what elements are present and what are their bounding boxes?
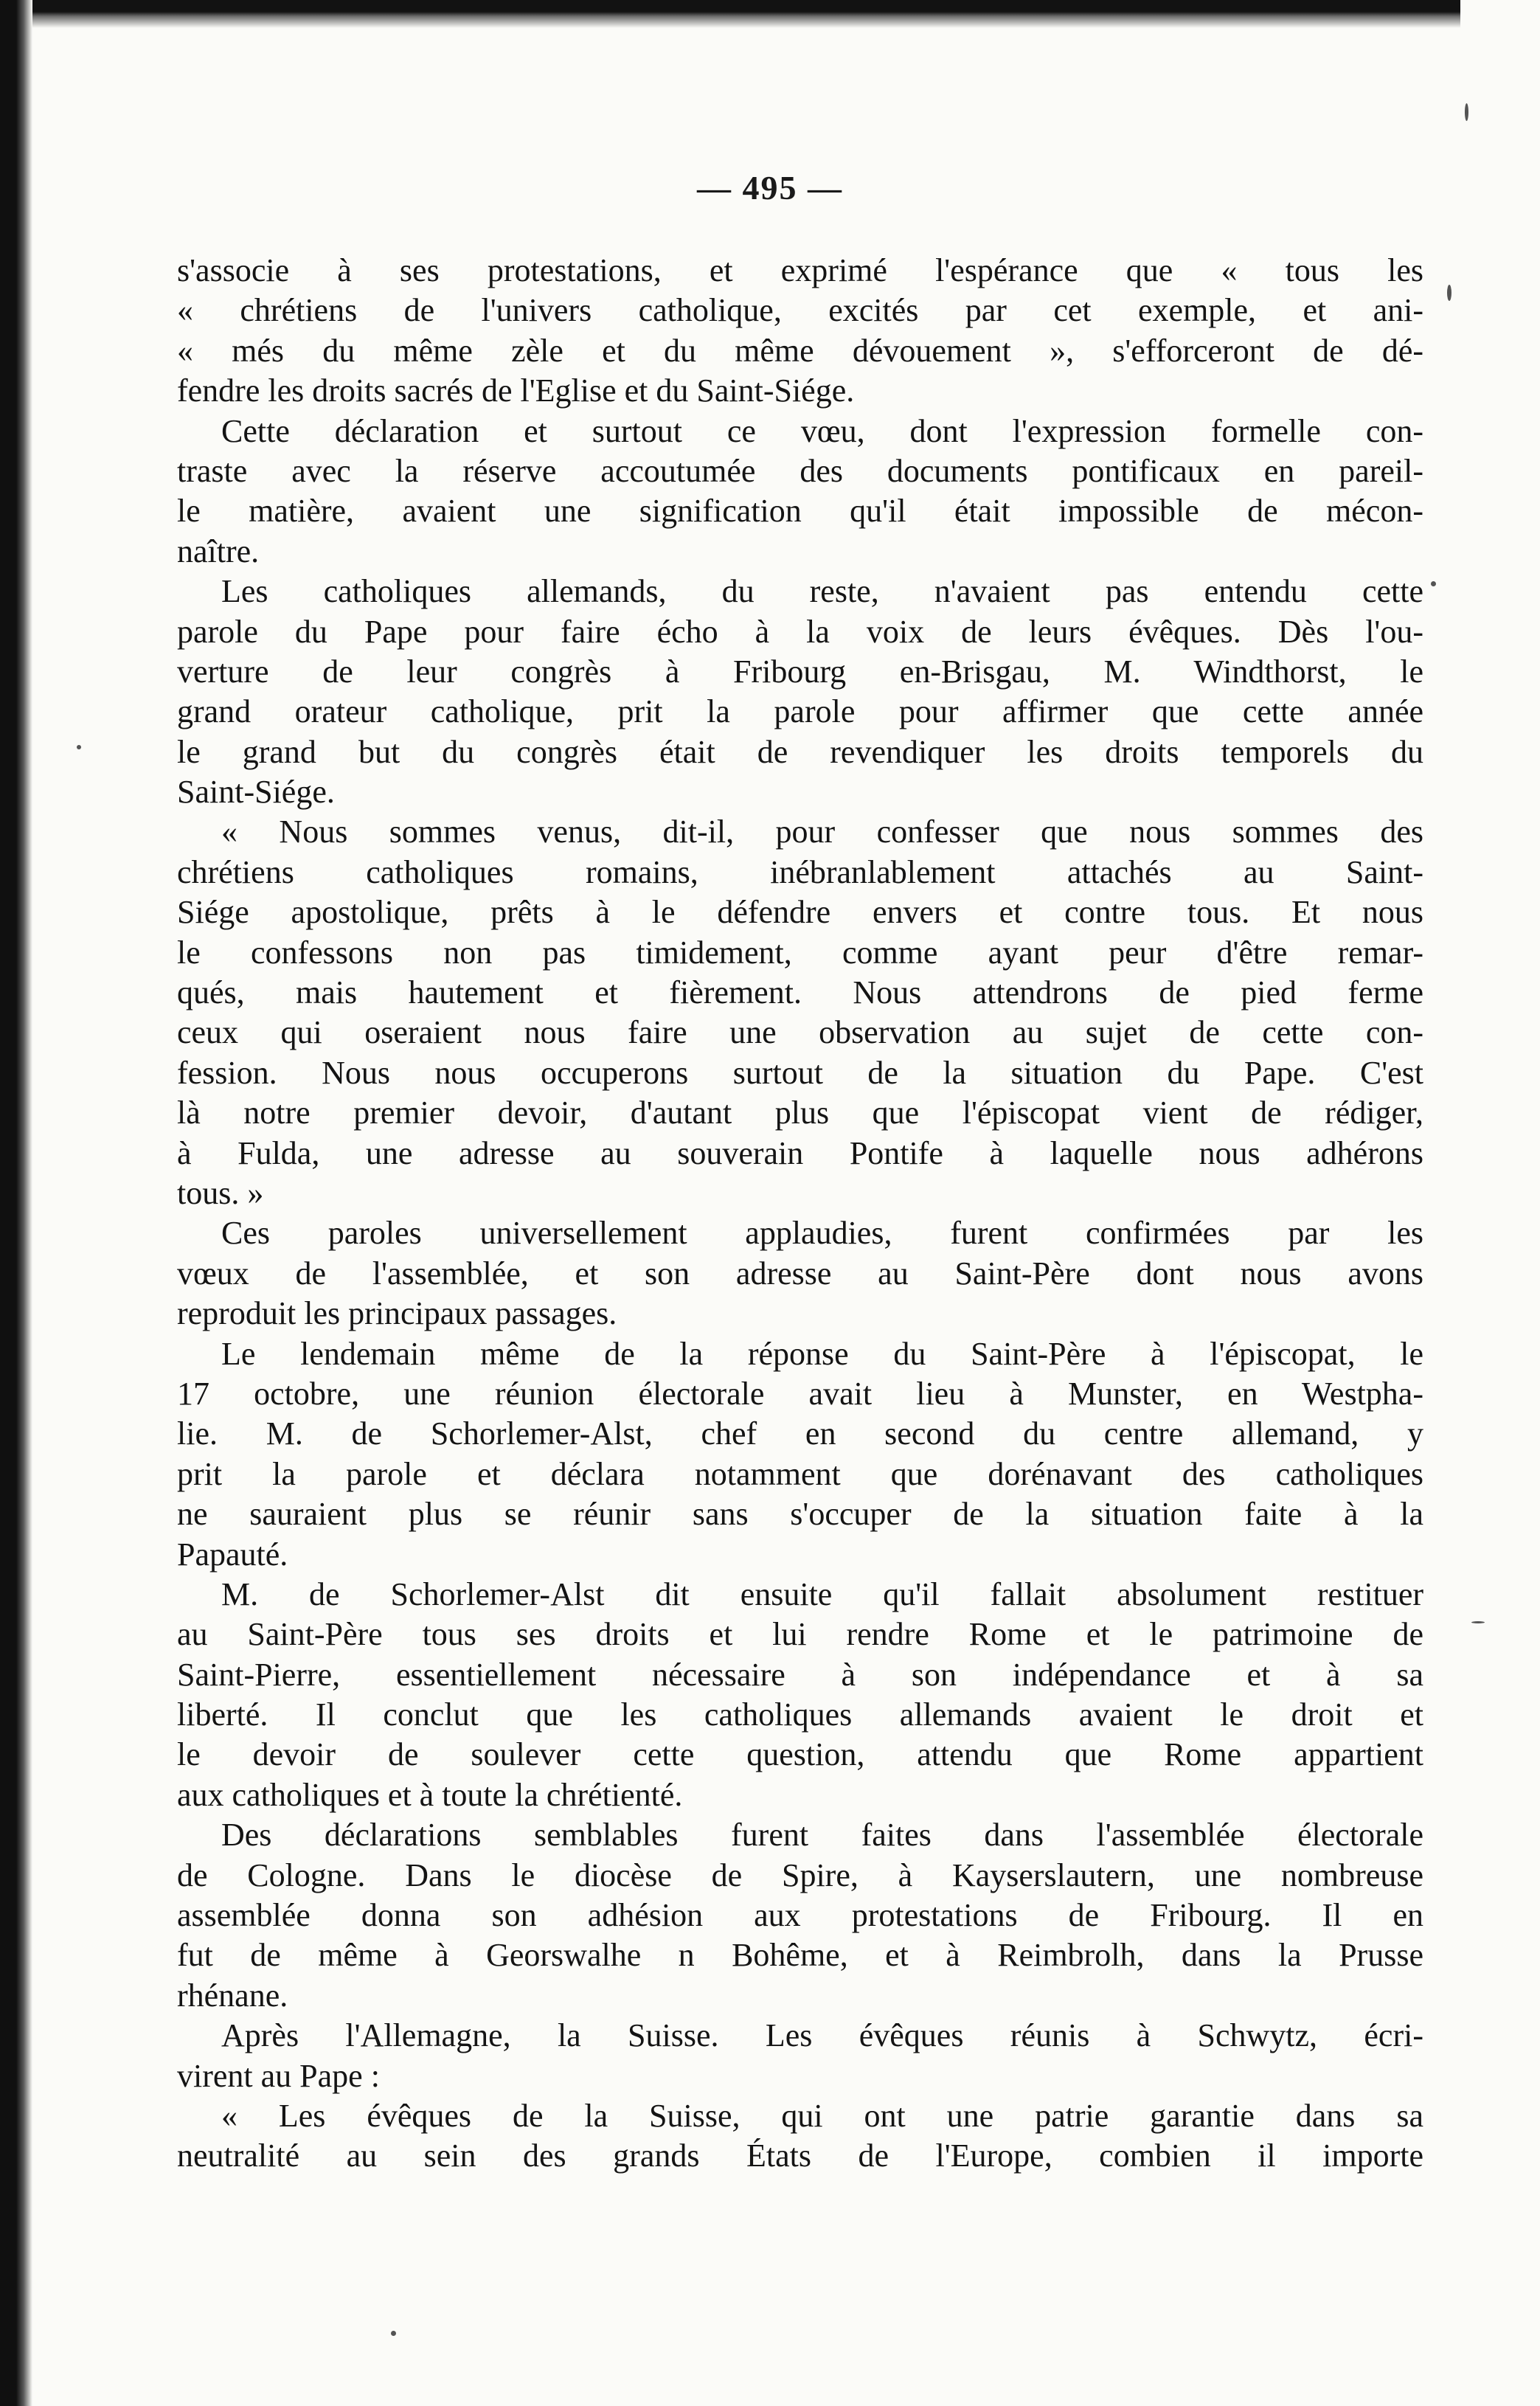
text-line: Le lendemain même de la réponse du Saint-Père à l'épiscopat, le — [221, 1335, 1423, 1372]
text-line: aux catholiques et à toute la chrétienté. — [177, 1776, 683, 1813]
text-line: rhénane. — [177, 1977, 288, 2014]
text-line: Après l'Allemagne, la Suisse. Les évêques réunis à Schwytz, écri- — [221, 2017, 1423, 2054]
text-line: fendre les droits sacrés de l'Eglise et du Saint-Siége. — [177, 372, 855, 409]
text-line: grand orateur catholique, prit la parole pour affirmer que cette année — [177, 693, 1423, 730]
text-line: fession. Nous nous occuperons surtout de la situation du Pape. C'est — [177, 1054, 1423, 1091]
text-line: s'associe à ses protestations, et exprimé l'espérance que « tous les — [177, 252, 1423, 288]
body-text — [177, 251, 1423, 2177]
text-line: Cette déclaration et surtout ce vœu, dont l'expression formelle con- — [221, 412, 1423, 449]
ink-speck — [1471, 1621, 1485, 1623]
text-line: chrétiens catholiques romains, inébranlablement attachés au Saint- — [177, 853, 1423, 890]
text-line: Siége apostolique, prêts à le défendre envers et contre tous. Et nous — [177, 894, 1423, 931]
text-line: le matière, avaient une signification qu'il était impossible de mécon- — [177, 493, 1423, 530]
ink-speck — [1431, 581, 1436, 586]
text-line: là notre premier devoir, d'autant plus que l'épiscopat vient de rédiger, — [177, 1095, 1423, 1131]
scan-left-border — [0, 0, 32, 2406]
text-line: naître. — [177, 533, 260, 569]
text-line: reproduit les principaux passages. — [177, 1295, 617, 1332]
text-line: Les catholiques allemands, du reste, n'avaient pas entendu cette — [221, 573, 1423, 610]
text-line: qués, mais hautement et fièrement. Nous attendrons de pied ferme — [177, 974, 1423, 1011]
text-line: tous. » — [177, 1174, 264, 1211]
ink-speck — [391, 2331, 396, 2336]
text-line: fut de même à Georswalhe n Bohême, et à Reimbrolh, dans la Prusse — [177, 1937, 1423, 1974]
text-line: « chrétiens de l'univers catholique, excités par cet exemple, et ani- — [177, 292, 1423, 329]
page-number: — 495 — — [697, 169, 843, 207]
text-line: à Fulda, une adresse au souverain Pontife à laquelle nous adhérons — [177, 1134, 1423, 1171]
text-line: liberté. Il conclut que les catholiques allemands avaient le droit et — [177, 1696, 1423, 1733]
text-line: Saint-Pierre, essentiellement nécessaire à son indépendance et à sa — [177, 1656, 1423, 1693]
text-line: Papauté. — [177, 1536, 288, 1573]
text-line: « més du même zèle et du même dévouement », s'efforceront de dé- — [177, 332, 1423, 369]
text-line: Saint-Siége. — [177, 774, 335, 811]
text-line: traste avec la réserve accoutumée des documents pontificaux en pareil- — [177, 452, 1423, 489]
ink-speck — [1447, 285, 1451, 301]
text-line: ceux qui oseraient nous faire une observation au sujet de cette con- — [177, 1014, 1423, 1051]
text-line: lie. M. de Schorlemer-Alst, chef en second du centre allemand, y — [177, 1415, 1423, 1452]
text-line: « Nous sommes venus, dit-il, pour confesser que nous sommes des — [221, 814, 1423, 850]
text-line: assemblée donna son adhésion aux protestations de Fribourg. Il en — [177, 1897, 1423, 1934]
text-line: le confessons non pas timidement, comme ayant peur d'être remar- — [177, 934, 1423, 971]
text-line: le grand but du congrès était de revendiquer les droits temporels du — [177, 733, 1423, 770]
text-line: virent au Pape : — [177, 2057, 380, 2094]
text-line: vœux de l'assemblée, et son adresse au Saint-Père dont nous avons — [177, 1255, 1423, 1292]
text-line: neutralité au sein des grands États de l'Europe, combien il importe — [177, 2138, 1423, 2174]
text-line: verture de leur congrès à Fribourg en-Brisgau, M. Windthorst, le — [177, 653, 1423, 690]
ink-speck — [77, 745, 81, 749]
text-line: de Cologne. Dans le diocèse de Spire, à Kayserslautern, une nombreuse — [177, 1856, 1423, 1893]
text-line: prit la parole et déclara notamment que dorénavant des catholiques — [177, 1455, 1423, 1492]
scan-top-border — [0, 0, 1460, 28]
text-line: 17 octobre, une réunion électorale avait lieu à Munster, en Westpha- — [177, 1375, 1423, 1412]
text-line: parole du Pape pour faire écho à la voix de leurs évêques. Dès l'ou- — [177, 613, 1423, 650]
text-line: Ces paroles universellement applaudies, furent confirmées par les — [221, 1215, 1423, 1252]
text-line: au Saint-Père tous ses droits et lui rendre Rome et le patrimoine de — [177, 1616, 1423, 1653]
text-line: « Les évêques de la Suisse, qui ont une patrie garantie dans sa — [221, 2097, 1423, 2134]
text-line: ne sauraient plus se réunir sans s'occuper de la situation faite à la — [177, 1496, 1423, 1533]
ink-speck — [1465, 103, 1468, 121]
text-line: M. de Schorlemer-Alst dit ensuite qu'il fallait absolument restituer — [221, 1575, 1423, 1612]
text-line: le devoir de soulever cette question, attendu que Rome appartient — [177, 1736, 1423, 1773]
text-line: Des déclarations semblables furent faites dans l'assemblée électorale — [221, 1817, 1423, 1854]
